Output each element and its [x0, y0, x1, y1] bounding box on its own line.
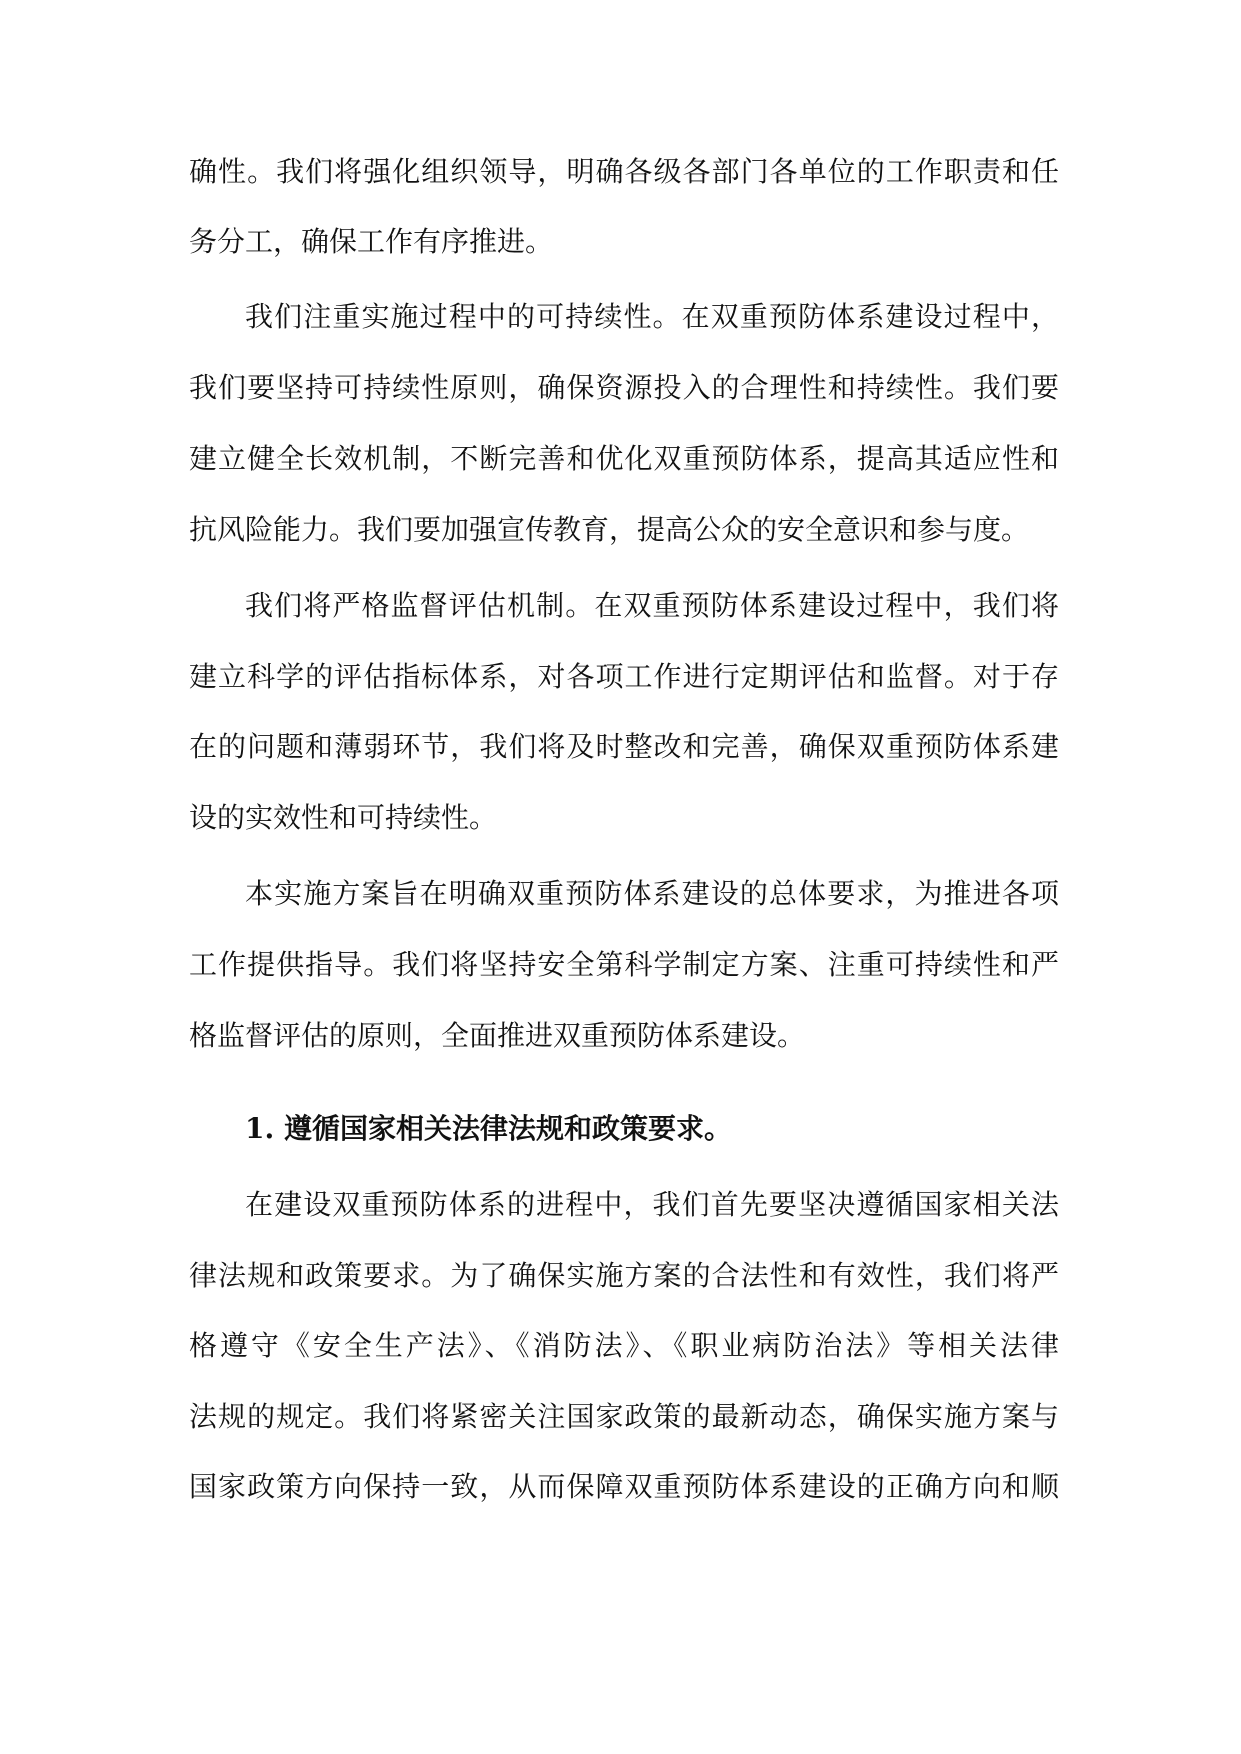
text-line: 国家政策方向保持一致，从而保障双重预防体系建设的正确方向和顺 — [189, 1470, 1059, 1503]
text-line: 我们要坚持可持续性原则，确保资源投入的合理性和持续性。我们要 — [189, 371, 1059, 404]
text-line: 抗风险能力。我们要加强宣传教育，提高公众的安全意识和参与度。 — [189, 513, 1030, 546]
text-line: 格监督评估的原则，全面推进双重预防体系建设。 — [189, 1019, 806, 1052]
text-line: 我们将严格监督评估机制。在双重预防体系建设过程中，我们将 — [245, 589, 1059, 622]
text-line: 格遵守《安全生产法》、《消防法》、《职业病防治法》等相关法律 — [189, 1329, 1059, 1362]
text-line: 我们注重实施过程中的可持续性。在双重预防体系建设过程中， — [245, 300, 1059, 333]
text-line: 律法规和政策要求。为了确保实施方案的合法性和有效性，我们将严 — [189, 1259, 1059, 1292]
text-line: 务分工，确保工作有序推进。 — [189, 225, 554, 258]
text-line: 本实施方案旨在明确双重预防体系建设的总体要求，为推进各项 — [245, 877, 1059, 910]
text-line: 确性。我们将强化组织领导，明确各级各部门各单位的工作职责和任 — [189, 155, 1059, 188]
text-line: 建立科学的评估指标体系，对各项工作进行定期评估和监督。对于存 — [189, 660, 1059, 693]
text-line: 建立健全长效机制，不断完善和优化双重预防体系，提高其适应性和 — [189, 442, 1059, 475]
section-heading: 1. 遵循国家相关法律法规和政策要求。 — [245, 1112, 732, 1145]
text-line: 在建设双重预防体系的进程中，我们首先要坚决遵循国家相关法 — [245, 1188, 1059, 1221]
text-line: 工作提供指导。我们将坚持安全第科学制定方案、注重可持续性和严 — [189, 948, 1059, 981]
text-line: 在的问题和薄弱环节，我们将及时整改和完善，确保双重预防体系建 — [189, 730, 1059, 763]
text-line: 设的实效性和可持续性。 — [189, 801, 498, 834]
text-line: 法规的规定。我们将紧密关注国家政策的最新动态，确保实施方案与 — [189, 1400, 1059, 1433]
